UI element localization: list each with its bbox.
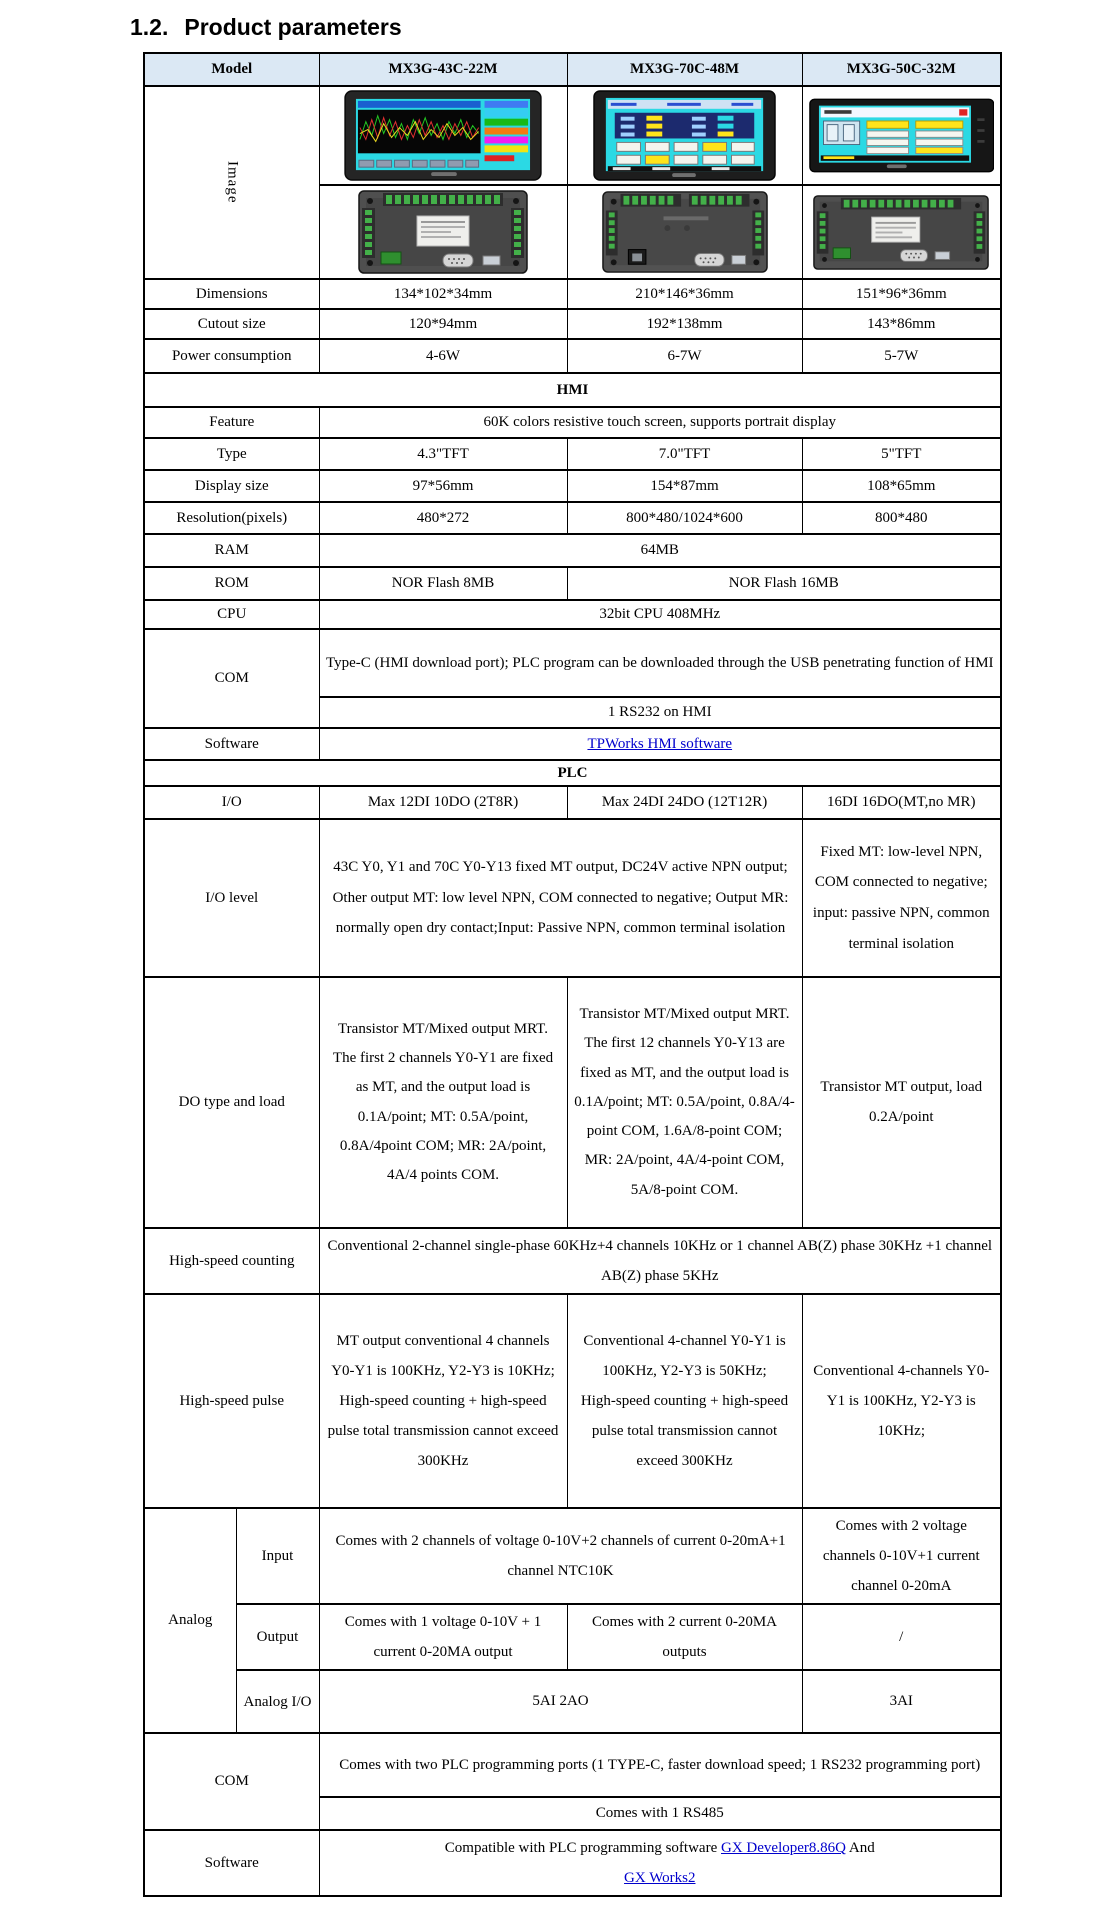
do-type-row (144, 977, 1001, 1228)
product-front-photo-50c (802, 86, 1001, 185)
hs-pulse-50c (802, 1294, 1001, 1508)
plc-back-image-50c (812, 194, 990, 271)
page-title (130, 0, 1100, 41)
analog-group-label: Analog (144, 1508, 236, 1733)
io-level-50c: Fixed MT: low-level NPN, COM connected to negative; input: passive NPN, common terminal isolation (802, 819, 1001, 977)
io-level-43c-70c: 43C Y0, Y1 and 70C Y0-Y13 fixed MT output, DC24V active NPN output; Other output MT: low level NPN, COM connected to negative; Output MR: normally open dry contact;Input: Passive NPN, common terminal isolation (319, 819, 802, 977)
hmi-section-header: HMI (144, 373, 1001, 407)
display-size-label: Display size (144, 470, 319, 502)
plc-com-row-1 (144, 1733, 1001, 1797)
section-title: Product parameters (184, 14, 402, 40)
display-size-row (144, 470, 1001, 502)
column-header-mx3g-70c: MX3G-70C-48M (567, 53, 802, 86)
do-type-label: DO type and load (144, 977, 319, 1228)
analog-input-row (144, 1508, 1001, 1604)
section-number: 1.2. (130, 14, 169, 40)
hs-pulse-43c (319, 1294, 567, 1508)
analog-output-70c: Comes with 2 current 0-20MA outputs (567, 1604, 802, 1670)
hmi-com-value-2: 1 RS232 on HMI (319, 697, 1001, 728)
hs-pulse-70c-line1: Conventional 4-channel Y0-Y1 is 100KHz, Y2-Y3 is 50KHz; (583, 1333, 786, 1379)
type-70c: 7.0"TFT (567, 438, 802, 470)
hmi-software-label: Software (144, 728, 319, 760)
dimensions-label: Dimensions (144, 279, 319, 309)
product-back-photo-43c (319, 185, 567, 279)
cutout-50c: 143*86mm (802, 309, 1001, 339)
image-row-label-cell (144, 86, 319, 279)
product-parameters-table (143, 52, 1002, 1897)
dimensions-70c: 210*146*36mm (567, 279, 802, 309)
rom-43c: NOR Flash 8MB (319, 567, 567, 600)
cpu-value: 32bit CPU 408MHz (319, 600, 1001, 629)
power-70c: 6-7W (567, 339, 802, 373)
hs-counting-row (144, 1228, 1001, 1294)
cpu-row (144, 600, 1001, 629)
hs-pulse-70c (567, 1294, 802, 1508)
analog-io-label: Analog I/O (236, 1670, 319, 1733)
display-size-70c: 154*87mm (567, 470, 802, 502)
hs-pulse-70c-line2: High-speed counting + high-speed pulse total transmission cannot exceed 300KHz (580, 1393, 789, 1469)
hs-counting-value: Conventional 2-channel single-phase 60KHz+4 channels 10KHz or 1 channel AB(Z) phase 30KHz +1 channel AB(Z) phase 5KHz (319, 1228, 1001, 1294)
display-size-50c: 108*65mm (802, 470, 1001, 502)
gx-works2-link[interactable]: GX Works2 (624, 1870, 696, 1886)
cpu-label: CPU (144, 600, 319, 629)
hs-counting-label: High-speed counting (144, 1228, 319, 1294)
analog-io-50c: 3AI (802, 1670, 1001, 1733)
analog-input-label: Input (236, 1508, 319, 1604)
io-70c: Max 24DI 24DO (12T12R) (567, 786, 802, 819)
io-label: I/O (144, 786, 319, 819)
plc-software-and: And (845, 1840, 875, 1856)
io-row (144, 786, 1001, 819)
feature-label: Feature (144, 407, 319, 438)
do-type-70c: Transistor MT/Mixed output MRT. The first 12 channels Y0-Y13 are fixed as MT, and the output load is 0.1A/point; MT: 0.5A/point, 0.8A/4-point COM, 1.6A/8-point COM; MR: 2A/point, 4A/4-point COM, 5A/8-point COM. (567, 977, 802, 1228)
gx-developer-link[interactable]: GX Developer8.86Q (721, 1840, 846, 1856)
plc-back-image-43c (357, 188, 529, 276)
analog-output-43c: Comes with 1 voltage 0-10V + 1 current 0-20MA output (319, 1604, 567, 1670)
plc-software-value (319, 1830, 1001, 1896)
power-label: Power consumption (144, 339, 319, 373)
plc-software-label: Software (144, 1830, 319, 1896)
product-back-photo-50c (802, 185, 1001, 279)
column-header-mx3g-50c: MX3G-50C-32M (802, 53, 1001, 86)
plc-software-row (144, 1830, 1001, 1896)
resolution-row (144, 502, 1001, 534)
do-type-50c: Transistor MT output, load 0.2A/point (802, 977, 1001, 1228)
type-row (144, 438, 1001, 470)
ram-value: 64MB (319, 534, 1001, 567)
hmi-software-row (144, 728, 1001, 760)
analog-input-43c-70c: Comes with 2 channels of voltage 0-10V+2 channels of current 0-20mA+1 channel NTC10K (319, 1508, 802, 1604)
feature-row (144, 407, 1001, 438)
image-row-label: Image (224, 161, 241, 204)
dimensions-50c: 151*96*36mm (802, 279, 1001, 309)
analog-output-row (144, 1604, 1001, 1670)
hs-pulse-50c-line1: Conventional 4-channels Y0-Y1 is 100KHz, Y2-Y3 is 10KHz; (813, 1363, 990, 1439)
plc-com-label: COM (144, 1733, 319, 1830)
product-front-photo-43c (319, 86, 567, 185)
resolution-70c: 800*480/1024*600 (567, 502, 802, 534)
plc-section-row (144, 760, 1001, 786)
analog-input-50c: Comes with 2 voltage channels 0-10V+1 current channel 0-20mA (802, 1508, 1001, 1604)
analog-io-row (144, 1670, 1001, 1733)
tpworks-hmi-software-link[interactable]: TPWorks HMI software (587, 735, 733, 752)
hmi-front-image-70c (593, 90, 776, 181)
feature-value: 60K colors resistive touch screen, supports portrait display (319, 407, 1001, 438)
plc-software-prefix: Compatible with PLC programming software (444, 1840, 721, 1856)
plc-back-image-70c (601, 189, 769, 275)
ram-label: RAM (144, 534, 319, 567)
type-50c: 5"TFT (802, 438, 1001, 470)
cutout-row (144, 309, 1001, 339)
cutout-70c: 192*138mm (567, 309, 802, 339)
hmi-com-label: COM (144, 629, 319, 728)
plc-com-value-2: Comes with 1 RS485 (319, 1797, 1001, 1830)
rom-label: ROM (144, 567, 319, 600)
column-header-mx3g-43c: MX3G-43C-22M (319, 53, 567, 86)
analog-io-43c-70c: 5AI 2AO (319, 1670, 802, 1733)
resolution-label: Resolution(pixels) (144, 502, 319, 534)
resolution-43c: 480*272 (319, 502, 567, 534)
plc-section-header: PLC (144, 760, 1001, 786)
hmi-section-row (144, 373, 1001, 407)
hmi-software-value (319, 728, 1001, 760)
hmi-front-image-43c (344, 90, 542, 181)
hs-pulse-43c-line1: MT output conventional 4 channels Y0-Y1 is 100KHz, Y2-Y3 is 10KHz; (331, 1333, 555, 1379)
table-header-row (144, 53, 1001, 86)
analog-output-label: Output (236, 1604, 319, 1670)
io-level-row (144, 819, 1001, 977)
column-header-model: Model (144, 53, 319, 86)
cutout-label: Cutout size (144, 309, 319, 339)
dimensions-row (144, 279, 1001, 309)
hs-pulse-label: High-speed pulse (144, 1294, 319, 1508)
do-type-43c: Transistor MT/Mixed output MRT. The first 2 channels Y0-Y1 are fixed as MT, and the output load is 0.1A/point; MT: 0.5A/point, 0.8A/4point COM; MR: 2A/point, 4A/4 points COM. (319, 977, 567, 1228)
rom-row (144, 567, 1001, 600)
io-50c: 16DI 16DO(MT,no MR) (802, 786, 1001, 819)
io-level-label: I/O level (144, 819, 319, 977)
product-front-photo-70c (567, 86, 802, 185)
analog-output-50c: / (802, 1604, 1001, 1670)
power-row (144, 339, 1001, 373)
product-back-photo-70c (567, 185, 802, 279)
hmi-com-value-1: Type-C (HMI download port); PLC program can be downloaded through the USB penetrating function of HMI (319, 629, 1001, 697)
type-43c: 4.3"TFT (319, 438, 567, 470)
hmi-front-image-50c (809, 98, 995, 173)
type-label: Type (144, 438, 319, 470)
power-43c: 4-6W (319, 339, 567, 373)
ram-row (144, 534, 1001, 567)
dimensions-43c: 134*102*34mm (319, 279, 567, 309)
hmi-com-row-1 (144, 629, 1001, 697)
resolution-50c: 800*480 (802, 502, 1001, 534)
image-front-row (144, 86, 1001, 185)
plc-com-value-1: Comes with two PLC programming ports (1 TYPE-C, faster download speed; 1 RS232 programming port) (319, 1733, 1001, 1797)
hs-pulse-43c-line2: High-speed counting + high-speed pulse total transmission cannot exceed 300KHz (327, 1393, 559, 1469)
io-43c: Max 12DI 10DO (2T8R) (319, 786, 567, 819)
cutout-43c: 120*94mm (319, 309, 567, 339)
display-size-43c: 97*56mm (319, 470, 567, 502)
hs-pulse-row (144, 1294, 1001, 1508)
rom-70c-50c: NOR Flash 16MB (567, 567, 1001, 600)
power-50c: 5-7W (802, 339, 1001, 373)
